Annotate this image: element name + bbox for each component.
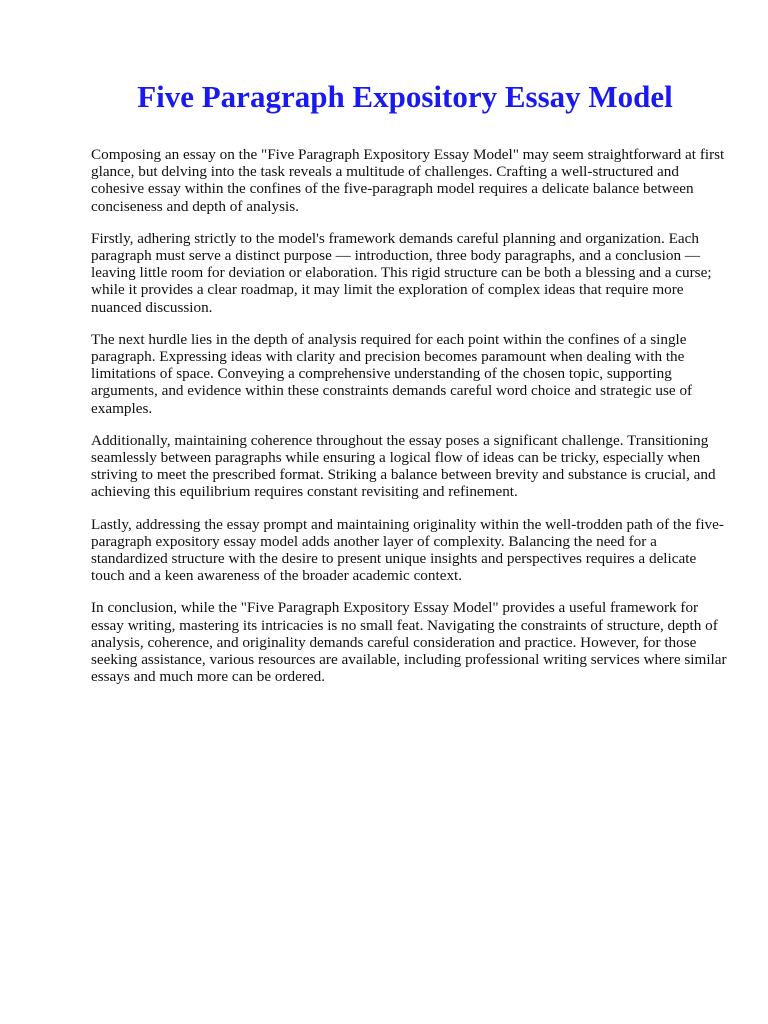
paragraph-framework: Firstly, adhering strictly to the model's framework demands careful planning and organization. Each paragraph must serve a distinct purpose — introduction, three body paragraphs, and a conclusion — leaving little room for deviation or elaboration. This rigid structure can be both a blessing and a curse; while it provides a clear roadmap, it may limit the exploration of complex ideas that require more nuanced discussion. (91, 229, 712, 316)
paragraph-conclusion: In conclusion, while the "Five Paragraph Expository Essay Model" provides a useful framework for essay writing, mastering its intricacies is no small feat. Navigating the constraints of structure, depth of analysis, coherence, and originality demands careful consideration and practice. However, for those seeking assistance, various resources are available, including professional writing services where similar essays and much more can be ordered. (91, 599, 727, 686)
document-title: Five Paragraph Expository Essay Model (137, 79, 673, 114)
paragraph-depth-of-analysis: The next hurdle lies in the depth of analysis required for each point within the confines of a single paragraph. Expressing ideas with clarity and precision becomes paramount when dealing with the limitations of space. Conveying a comprehensive understanding of the chosen topic, supporting arguments, and evidence within these constraints demands careful word choice and strategic use of examples. (91, 330, 693, 417)
document-body (91, 146, 731, 700)
paragraph-coherence: Additionally, maintaining coherence throughout the essay poses a significant challenge. Transitioning seamlessly between paragraphs while ensuring a logical flow of ideas can be tricky, especially when striving to meet the prescribed format. Striking a balance between brevity and substance is crucial, and achieving this equilibrium requires constant revisiting and refinement. (91, 431, 716, 501)
paragraph-originality: Lastly, addressing the essay prompt and maintaining originality within the well-trodden path of the five-paragraph expository essay model adds another layer of complexity. Balancing the need for a standardized structure with the desire to present unique insights and perspectives requires a delicate touch and a keen awareness of the broader academic context. (91, 515, 724, 585)
paragraph-introduction: Composing an essay on the "Five Paragraph Expository Essay Model" may seem straightforward at first glance, but delving into the task reveals a multitude of challenges. Crafting a well-structured and cohesive essay within the confines of the five-paragraph model requires a delicate balance between conciseness and depth of analysis. (91, 146, 725, 215)
